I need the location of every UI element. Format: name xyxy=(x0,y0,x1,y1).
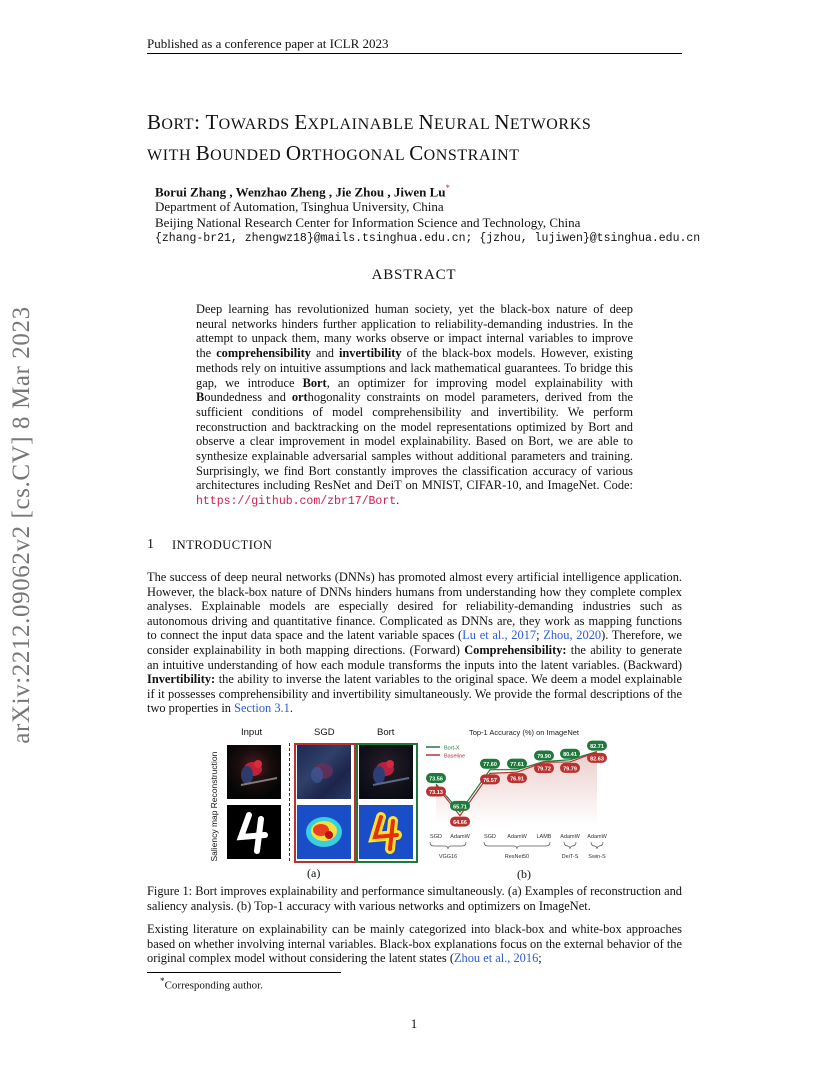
body-text: ). Therefore, we consider explainability in both mapping directions. (Forward) xyxy=(147,628,682,657)
body-text: the ability to inverse the latent variables to the original space. We deem a model explainable if it possesses comprehensibility and invertibility simultaneously. We provide the formal descriptions of the two properties in xyxy=(147,672,682,716)
legend-label: Bort-X xyxy=(444,745,460,752)
data-label: 82.63 xyxy=(590,756,604,763)
panel-a-label: (a) xyxy=(307,866,321,880)
corresponding-mark[interactable]: * xyxy=(445,183,451,193)
title-line-2 xyxy=(147,139,707,170)
arxiv-stamp xyxy=(2,300,42,750)
citation-link[interactable]: Zhou, 2020 xyxy=(543,628,602,643)
title-segment: ORT xyxy=(161,116,195,133)
footnote-rule xyxy=(147,972,341,973)
authors: Borui Zhang , Wenzhao Zheng , Jie Zhou , Jiwen Lu xyxy=(155,184,446,200)
panel-divider xyxy=(289,743,290,861)
data-label: 79.90 xyxy=(537,754,551,761)
legend-label: Baseline xyxy=(444,753,466,760)
footnote-mark: * xyxy=(160,976,165,986)
col-label-sgd: SGD xyxy=(314,727,335,738)
x-tick-label: AdamW xyxy=(587,834,607,840)
col-label-input: Input xyxy=(241,727,263,738)
page-number: 1 xyxy=(410,1016,418,1031)
row-label-reconstruction: Reconstruction xyxy=(209,751,219,809)
affiliation-1: Department of Automation, Tsinghua University, China xyxy=(155,199,444,214)
bird-input-image xyxy=(227,745,281,799)
title-segment: B xyxy=(195,141,211,165)
title-segment: E xyxy=(294,110,308,134)
arxiv-id: arXiv:2212.09062v2 [cs.CV] 8 Mar 2023 xyxy=(8,306,35,744)
x-tick-label: AdamW xyxy=(560,834,580,840)
title-segment: C xyxy=(409,141,424,165)
group-brace xyxy=(591,842,603,849)
data-label: 65.71 xyxy=(453,804,467,811)
title-line-1 xyxy=(147,108,707,139)
abstract-text: . xyxy=(396,493,400,508)
figure-panel-b xyxy=(420,725,620,883)
abstract-heading: ABSTRACT xyxy=(371,267,457,283)
accuracy-chart xyxy=(420,725,620,865)
title-segment: OWARDS xyxy=(218,116,295,133)
abstract-bold: Bort xyxy=(302,375,327,390)
abstract-text: and xyxy=(310,346,339,361)
bort-frame xyxy=(356,743,418,863)
title-segment: O xyxy=(285,141,302,165)
data-label: 79.79 xyxy=(563,766,577,773)
paper-title xyxy=(147,108,707,170)
title-segment: ETWORKS xyxy=(509,116,592,133)
group-brace xyxy=(430,842,466,849)
title-segment: : T xyxy=(194,110,219,134)
running-header: Published as a conference paper at ICLR 2023 xyxy=(147,36,389,51)
section-number: 1 xyxy=(147,537,154,552)
footnote-text: Corresponding author. xyxy=(164,979,263,992)
abstract-body xyxy=(196,302,633,510)
abstract-text: of the black-box models. However, existing methods rely on intuitive assumptions and lack mathematical guarantees. To bridge this gap, we introduce xyxy=(196,346,633,390)
code-link[interactable]: https://github.com/zbr17/Bort xyxy=(196,495,397,509)
term-bold: Comprehensibility: xyxy=(464,642,567,657)
abstract-bold: comprehensibility xyxy=(216,346,311,361)
body-text: the ability to generate an intuitive understanding of how each module transforms the inputs into the latent variables. (Backward) xyxy=(147,642,682,672)
title-segment: EURAL xyxy=(434,116,495,133)
title-segment: XPLAINABLE xyxy=(307,116,419,133)
figure-caption: Figure 1: Bort improves explainability and performance simultaneously. (a) Examples of reconstruction and saliency analysis. (b) Top-1 accuracy with various networks and optimizers on ImageNet. xyxy=(147,884,682,913)
x-tick-label: LAMB xyxy=(536,834,552,840)
data-label: 64.66 xyxy=(453,820,467,827)
figure-panel-a xyxy=(205,725,420,880)
intro-paragraph-2 xyxy=(147,922,682,966)
body-text: The success of deep neural networks (DNNs) has promoted almost every artificial intelligence application. However, the black-box nature of DNNs hinders humans from understanding how they complete complex analyses. Explainable models are especially desired for reliability-demanding industries such as autonomous driving and quantitative finance. Complicated as DNNs are, they work as mapping functions to connect the input data space and the latent variable spaces ( xyxy=(147,570,682,643)
abstract-bold: ort xyxy=(291,390,308,405)
group-label: VGG16 xyxy=(438,854,458,860)
abstract-text: hogonality constraints on model parameters, derived from the sufficient conditions of model comprehensibility and invertibility. We perform reconstruction and backtracking on the model representations optimized by Bort and observe a clear improvement in model explainability. Based on Bort, we are able to synthesize explainable adversarial samples without additional parameters and training. Surprisingly, we find Bort constantly improves the classification accuracy of various architectures including ResNet and DeiT on MNIST, CIFAR-10, and ImageNet. Code: xyxy=(196,390,633,493)
x-tick-label: SGD xyxy=(430,834,442,840)
body-text: . xyxy=(289,701,293,716)
header-rule xyxy=(147,53,682,54)
title-segment: N xyxy=(494,110,510,134)
data-label: 82.71 xyxy=(590,744,604,751)
abstract-bold: invertibility xyxy=(338,346,402,361)
term-bold: Invertibility: xyxy=(147,672,216,687)
body-text: ; xyxy=(538,951,542,966)
citation-link[interactable]: Lu et al., 2017 xyxy=(462,628,537,643)
affiliation-2: Beijing National Research Center for Information Science and Technology, China xyxy=(155,215,581,230)
group-label: DeiT-S xyxy=(561,854,579,860)
citation-link[interactable]: Zhou et al., 2016 xyxy=(453,951,539,966)
title-segment: B xyxy=(147,110,162,134)
author-list xyxy=(155,183,450,200)
x-tick-label: AdamW xyxy=(507,834,527,840)
section-title: INTRODUCTION xyxy=(172,538,273,552)
group-brace xyxy=(484,842,550,849)
intro-paragraph xyxy=(147,570,682,716)
group-label: ResNet50 xyxy=(504,854,530,860)
abstract-text: , an optimizer for improving model explainability with xyxy=(326,375,633,390)
x-tick-label: AdamW xyxy=(450,834,470,840)
footnote xyxy=(160,976,263,992)
col-label-bort: Bort xyxy=(377,727,395,738)
group-brace xyxy=(564,842,576,849)
title-segment: ONSTRAINT xyxy=(423,147,520,164)
title-segment: OUNDED xyxy=(210,147,286,164)
digit-input-image xyxy=(227,805,281,859)
data-label: 79.72 xyxy=(537,766,551,773)
abstract-text: Deep learning has revolutionized human society, yet the black-box nature of deep neural networks hinders further application to reliability-demanding industries. In the attempt to unpack them, many works observe or impact internal variables to improve the xyxy=(196,302,633,361)
data-label: 77.60 xyxy=(483,762,497,769)
title-segment: RTHOGONAL xyxy=(301,147,410,164)
section-ref-link[interactable]: Section 3.1 xyxy=(234,701,290,716)
abstract-bold: B xyxy=(196,390,205,405)
data-label: 76.57 xyxy=(483,777,497,784)
abstract-text: oundedness and xyxy=(204,390,292,405)
title-segment: N xyxy=(418,110,435,134)
data-label: 77.61 xyxy=(510,762,524,769)
data-label: 80.41 xyxy=(563,752,577,759)
panel-b-label: (b) xyxy=(517,867,531,881)
chart-title: Top-1 Accuracy (%) on ImageNet xyxy=(468,728,580,737)
data-label: 73.13 xyxy=(429,790,443,797)
x-tick-label: SGD xyxy=(484,834,496,840)
body-text: Existing literature on explainability can be mainly categorized into black-box and white-box approaches based on whether involving internal variables. Black-box explanations focus on the external behavior of the original complex model without considering the latent states ( xyxy=(147,922,682,966)
sgd-frame xyxy=(294,743,356,863)
title-segment: WITH xyxy=(147,147,196,164)
data-label: 76.91 xyxy=(510,776,524,783)
group-label: Swin-S xyxy=(588,854,606,860)
data-label: 73.56 xyxy=(429,776,443,783)
author-emails: {zhang-br21, zhengwz18}@mails.tsinghua.edu.cn; {jzhou, lujiwen}@tsinghua.edu.cn xyxy=(155,232,701,245)
body-text: ; xyxy=(536,628,544,643)
row-label-saliency: Saliency map xyxy=(209,810,219,862)
